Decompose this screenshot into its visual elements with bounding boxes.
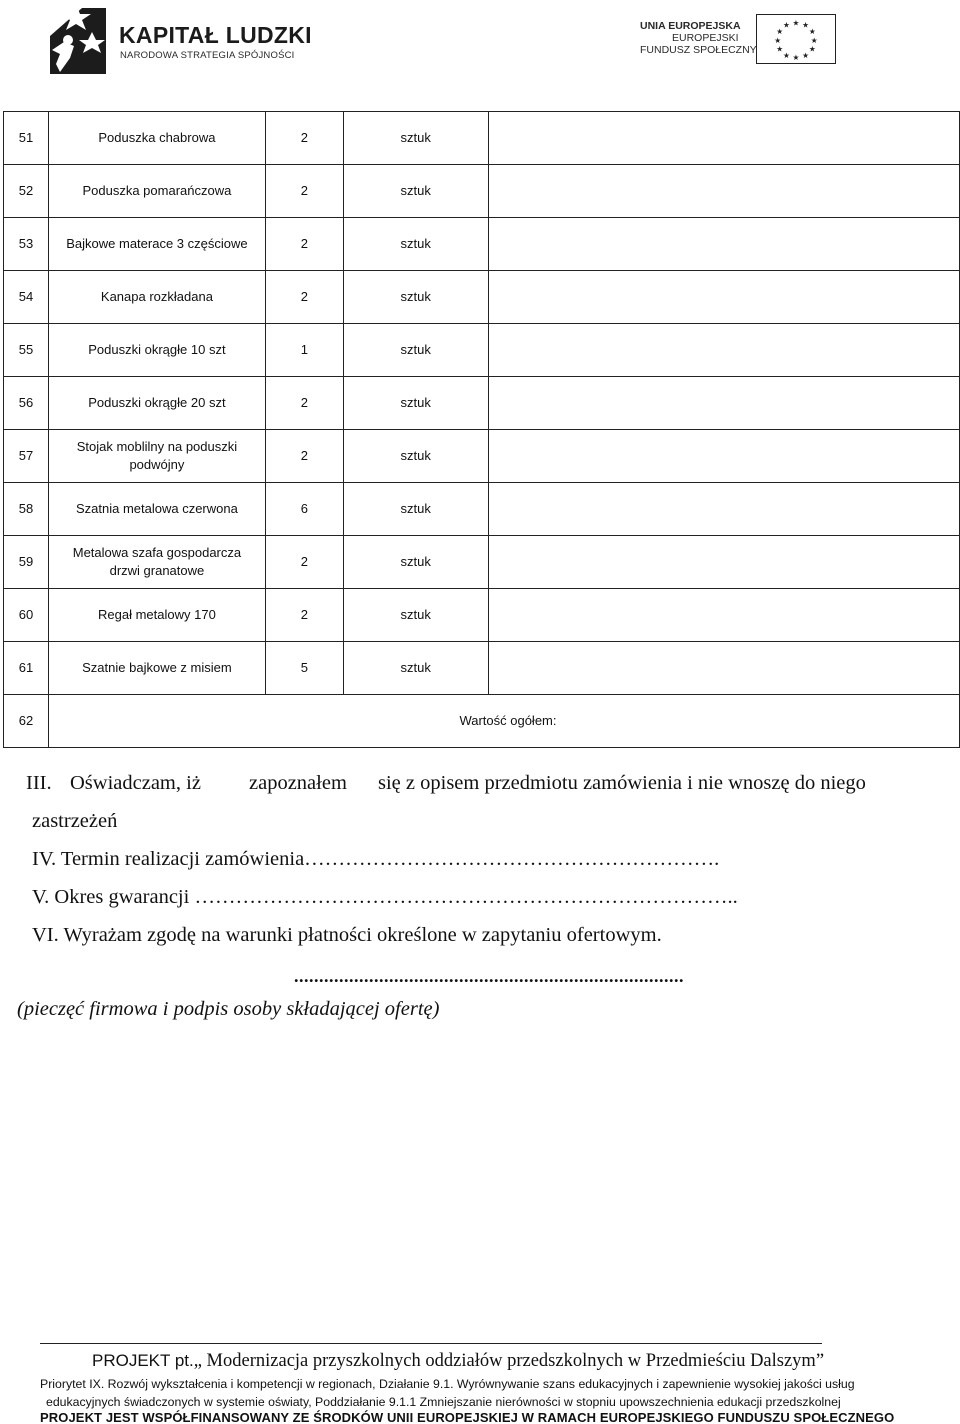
total-value-cell[interactable]: Wartość ogółem: (48, 695, 959, 748)
item-name: Kanapa rozkładana (48, 271, 265, 324)
items-table-body (4, 112, 960, 748)
signature-line[interactable]: .............................................................................. (294, 966, 684, 986)
item-quantity: 2 (265, 218, 343, 271)
item-unit: sztuk (343, 589, 488, 642)
declaration-v[interactable]: V. Okres gwarancji …………………………………………………………………….. (32, 886, 738, 908)
item-number: 61 (4, 642, 49, 695)
declaration-iii-word1: Oświadczam, iż (70, 772, 201, 794)
svg-text:★: ★ (802, 51, 810, 61)
item-quantity: 2 (265, 377, 343, 430)
item-price-cell[interactable] (488, 377, 959, 430)
page-footer (0, 1340, 960, 1424)
item-price-cell[interactable] (488, 483, 959, 536)
table-row (4, 218, 960, 271)
item-unit: sztuk (343, 271, 488, 324)
item-number: 58 (4, 483, 49, 536)
table-row (4, 589, 960, 642)
item-price-cell[interactable] (488, 271, 959, 324)
declaration-iii-continuation: zastrzeżeń (32, 810, 118, 832)
svg-text:★: ★ (792, 53, 800, 63)
item-price-cell[interactable] (488, 112, 959, 165)
item-number: 52 (4, 165, 49, 218)
item-price-cell[interactable] (488, 218, 959, 271)
item-quantity: 2 (265, 165, 343, 218)
item-price-cell[interactable] (488, 642, 959, 695)
item-name-text: Stojak moblilny na poduszki podwójny (76, 439, 238, 472)
table-row (4, 536, 960, 589)
footer-cofinancing: PROJEKT JEST WSPÓŁFINANSOWANY ZE ŚRODKÓW UNII EUROPEJSKIEJ W RAMACH EUROPEJSKIEGO FUNDUSZU SPOŁECZNEGO (40, 1410, 895, 1424)
total-row (4, 695, 960, 748)
item-name: Szatnie bajkowe z misiem (48, 642, 265, 695)
item-name: Poduszki okrągłe 20 szt (48, 377, 265, 430)
item-name: Poduszki okrągłe 10 szt (48, 324, 265, 377)
svg-text:★: ★ (792, 18, 800, 28)
item-unit: sztuk (343, 324, 488, 377)
item-number: 56 (4, 377, 49, 430)
svg-text:★: ★ (774, 35, 782, 45)
signature-label: (pieczęć firmowa i podpis osoby składającej ofertę) (17, 998, 440, 1020)
item-name-text: Metalowa szafa gospodarcza drzwi granatowe (72, 545, 242, 578)
eu-line1: UNIA EUROPEJSKA (640, 20, 741, 32)
svg-text:★: ★ (808, 44, 816, 54)
footer-priority-line1: Priorytet IX. Rozwój wykształcenia i kompetencji w regionach, Działanie 9.1. Wyrównywanie szans edukacyjnych i zapewnienie wysokiej jakości usług (40, 1377, 855, 1391)
table-row (4, 642, 960, 695)
svg-text:★: ★ (776, 44, 784, 54)
footer-priority-line2: edukacyjnych świadczonych w systemie oświaty, Poddziałanie 9.1.1 Zmniejszanie nierówności w stopniu upowszechnienia edukacji przedszkolnej (46, 1395, 841, 1409)
footer-project-title (92, 1351, 824, 1372)
item-number: 54 (4, 271, 49, 324)
table-row (4, 377, 960, 430)
svg-text:★: ★ (782, 51, 790, 61)
declaration-iv[interactable]: IV. Termin realizacji zamówienia……………………………………………………. (32, 848, 720, 870)
svg-text:★: ★ (776, 27, 784, 37)
item-unit: sztuk (343, 536, 488, 589)
page-header (0, 0, 960, 90)
item-name (48, 430, 265, 483)
declaration-iii-word2: zapoznałem (249, 772, 347, 794)
declaration-iii-text: się z opisem przedmiotu zamówienia i nie wnoszę do niego (378, 772, 866, 794)
item-unit: sztuk (343, 430, 488, 483)
table-row (4, 483, 960, 536)
item-name: Regał metalowy 170 (48, 589, 265, 642)
eu-line2: EUROPEJSKI (672, 32, 739, 44)
svg-text:★: ★ (810, 35, 818, 45)
item-unit: sztuk (343, 377, 488, 430)
kapital-ludzki-title: KAPITAŁ LUDZKI (119, 22, 312, 48)
item-number: 51 (4, 112, 49, 165)
item-number: 59 (4, 536, 49, 589)
footer-project-prefix: PROJEKT pt. (92, 1351, 194, 1370)
item-unit: sztuk (343, 218, 488, 271)
item-quantity: 2 (265, 430, 343, 483)
item-unit: sztuk (343, 112, 488, 165)
item-price-cell[interactable] (488, 589, 959, 642)
item-price-cell[interactable] (488, 536, 959, 589)
item-name: Szatnia metalowa czerwona (48, 483, 265, 536)
kapital-ludzki-subtitle: NARODOWA STRATEGIA SPÓJNOŚCI (120, 50, 295, 61)
item-unit: sztuk (343, 642, 488, 695)
eu-text (640, 20, 757, 56)
declaration-vi: VI. Wyrażam zgodę na warunki płatności określone w zapytaniu ofertowym. (32, 924, 662, 946)
item-name: Poduszka pomarańczowa (48, 165, 265, 218)
item-quantity: 5 (265, 642, 343, 695)
total-row-number: 62 (4, 695, 49, 748)
item-quantity: 1 (265, 324, 343, 377)
svg-text:★: ★ (782, 20, 790, 30)
item-number: 60 (4, 589, 49, 642)
item-price-cell[interactable] (488, 430, 959, 483)
item-quantity: 2 (265, 112, 343, 165)
item-unit: sztuk (343, 483, 488, 536)
item-price-cell[interactable] (488, 324, 959, 377)
table-row (4, 271, 960, 324)
items-table (3, 111, 960, 748)
table-row (4, 324, 960, 377)
item-name: Bajkowe materace 3 częściowe (48, 218, 265, 271)
table-row (4, 165, 960, 218)
item-number: 57 (4, 430, 49, 483)
item-quantity: 2 (265, 536, 343, 589)
eu-line3: FUNDUSZ SPOŁECZNY (640, 44, 757, 56)
footer-divider (40, 1343, 822, 1344)
item-unit: sztuk (343, 165, 488, 218)
item-quantity: 2 (265, 271, 343, 324)
svg-text:★: ★ (802, 20, 810, 30)
svg-text:★: ★ (808, 27, 816, 37)
item-name: Poduszka chabrowa (48, 112, 265, 165)
table-row (4, 112, 960, 165)
item-quantity: 6 (265, 483, 343, 536)
declaration-iii-number: III. (26, 772, 52, 794)
table-row (4, 430, 960, 483)
eu-flag-icon (756, 14, 836, 64)
item-number: 53 (4, 218, 49, 271)
item-number: 55 (4, 324, 49, 377)
item-price-cell[interactable] (488, 165, 959, 218)
footer-project-name: „ Modernizacja przyszkolnych oddziałów przedszkolnych w Przedmieściu Dalszym” (193, 1351, 825, 1371)
item-name (48, 536, 265, 589)
item-quantity: 2 (265, 589, 343, 642)
